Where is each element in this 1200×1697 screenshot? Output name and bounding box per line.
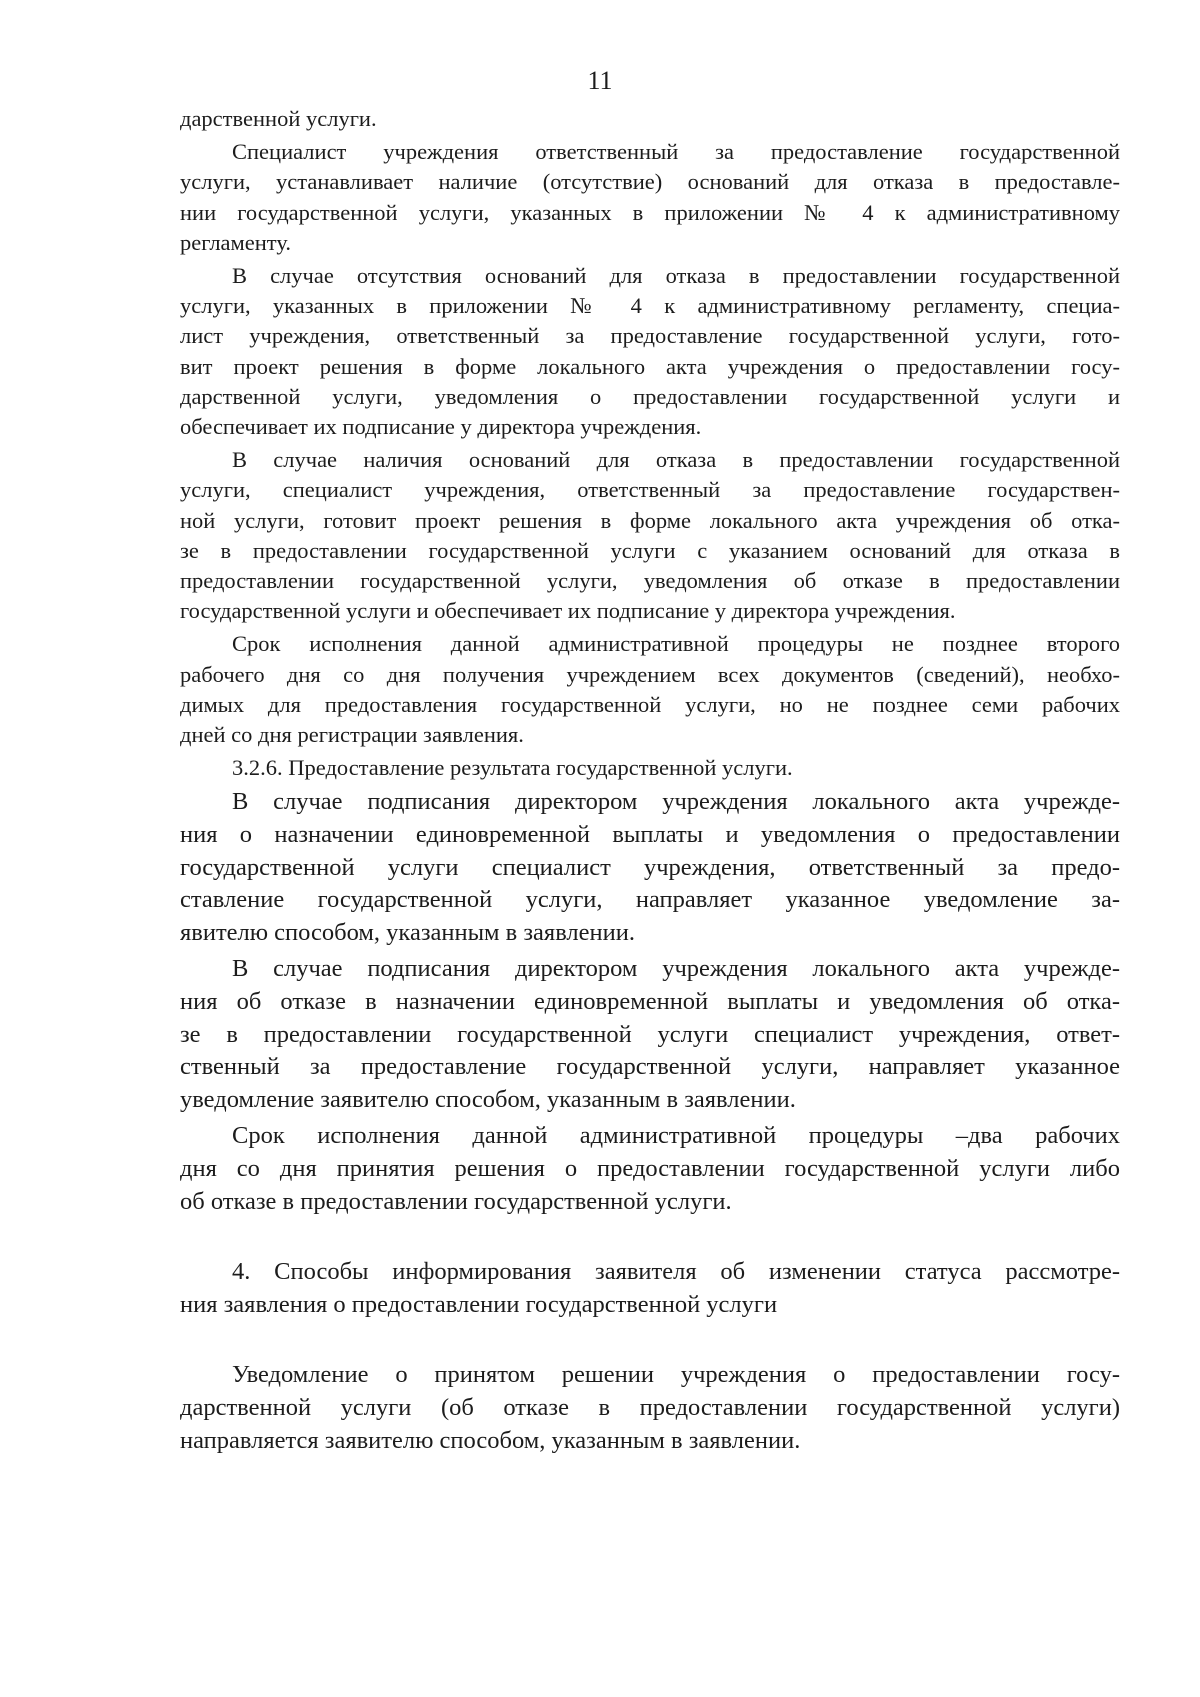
text-line: дарственной услуги, уведомления о предоставлении государственной услуги и	[180, 383, 1120, 409]
paragraph-approval-notice	[180, 786, 1120, 949]
text-line: зе в предоставлении государственной услуги с указанием оснований для отказа в	[180, 537, 1120, 563]
paragraph-refusal-notice	[180, 953, 1120, 1116]
text-line: ной услуги, готовит проект решения в форме локального акта учреждения об отка-	[180, 507, 1120, 533]
text-line: государственной услуги специалист учреждения, ответственный за предо-	[180, 853, 1120, 881]
page-number: 11	[587, 66, 613, 95]
text-line: регламенту.	[180, 229, 291, 255]
paragraph-deadline-1	[180, 629, 1120, 750]
text-line: уведомление заявителю способом, указанным в заявлении.	[180, 1085, 796, 1113]
text-line: Срок исполнения данной административной процедуры не позднее второго	[232, 631, 1120, 657]
text-line: Уведомление о принятом решении учреждения о предоставлении госу-	[232, 1361, 1120, 1389]
text-line: государственной услуги и обеспечивает их подписание у директора учреждения.	[180, 598, 956, 624]
text-line: зе в предоставлении государственной услуги специалист учреждения, ответ-	[180, 1020, 1120, 1048]
text-line: ния о назначении единовременной выплаты и уведомления о предоставлении	[180, 821, 1120, 849]
text-line: обеспечивает их подписание у директора учреждения.	[180, 414, 702, 440]
text-line: димых для предоставления государственной услуги, но не позднее семи рабочих	[180, 691, 1120, 717]
text-line: об отказе в предоставлении государственной услуги.	[180, 1187, 732, 1215]
text-line: дарственной услуги.	[180, 106, 377, 131]
text-block-small-font	[180, 104, 1120, 783]
paragraph-notification-method	[180, 1359, 1120, 1457]
paragraph-specialist-check	[180, 137, 1120, 258]
text-line: дней со дня регистрации заявления.	[180, 722, 524, 748]
text-line: дарственной услуги (об отказе в предоставлении государственной услуги)	[180, 1393, 1120, 1421]
section-4-heading	[180, 1256, 1120, 1321]
text-line: 4. Способы информирования заявителя об изменении статуса рассмотре-	[232, 1258, 1120, 1286]
text-line: услуги, указанных в приложении № 4 к административному регламенту, специа-	[180, 293, 1120, 319]
text-line: В случае подписания директором учреждения локального акта учрежде-	[232, 955, 1120, 983]
text-line: лист учреждения, ответственный за предоставление государственной услуги, гото-	[180, 323, 1120, 349]
text-line: вит проект решения в форме локального акта учреждения о предоставлении госу-	[180, 353, 1120, 379]
text-line: предоставлении государственной услуги, уведомления об отказе в предоставлении	[180, 568, 1120, 594]
text-line: дня со дня принятия решения о предоставлении государственной услуги либо	[180, 1155, 1120, 1182]
paragraph-subsection-3-2-6	[180, 753, 1120, 783]
text-line: Срок исполнения данной административной процедуры –два рабочих	[232, 1122, 1120, 1150]
paragraph-no-refusal-grounds	[180, 261, 1120, 442]
text-line: Специалист учреждения ответственный за предоставление государственной	[232, 139, 1120, 165]
text-line: услуги, специалист учреждения, ответственный за предоставление государствен-	[180, 477, 1120, 503]
text-line: ния заявления о предоставлении государственной услуги	[180, 1290, 778, 1318]
text-line: В случае наличия оснований для отказа в предоставлении государственной	[232, 447, 1120, 473]
text-line: услуги, устанавливает наличие (отсутствие) оснований для отказа в предоставле-	[180, 169, 1120, 195]
text-line: В случае подписания директором учреждения локального акта учрежде-	[232, 788, 1120, 816]
text-line: В случае отсутствия оснований для отказа в предоставлении государственной	[232, 263, 1120, 289]
text-line: ставление государственной услуги, направляет указанное уведомление за-	[180, 886, 1120, 914]
paragraph-continuation	[180, 104, 1120, 134]
text-line: ственный за предоставление государственной услуги, направляет указанное	[180, 1053, 1120, 1081]
text-line: ния об отказе в назначении единовременной выплаты и уведомления об отка-	[180, 988, 1120, 1016]
text-line: рабочего дня со дня получения учреждением всех документов (сведений), необхо-	[180, 661, 1120, 687]
text-block-large-font	[180, 786, 1120, 1457]
text-line: явителю способом, указанным в заявлении.	[180, 918, 635, 946]
paragraph-refusal-grounds	[180, 445, 1120, 626]
text-line: нии государственной услуги, указанных в приложении № 4 к административному	[180, 199, 1120, 225]
paragraph-deadline-2	[180, 1120, 1120, 1218]
text-line: направляется заявителю способом, указанным в заявлении.	[180, 1426, 801, 1454]
text-line: 3.2.6. Предоставление результата государственной услуги.	[232, 755, 793, 781]
document-body	[180, 104, 1120, 1457]
